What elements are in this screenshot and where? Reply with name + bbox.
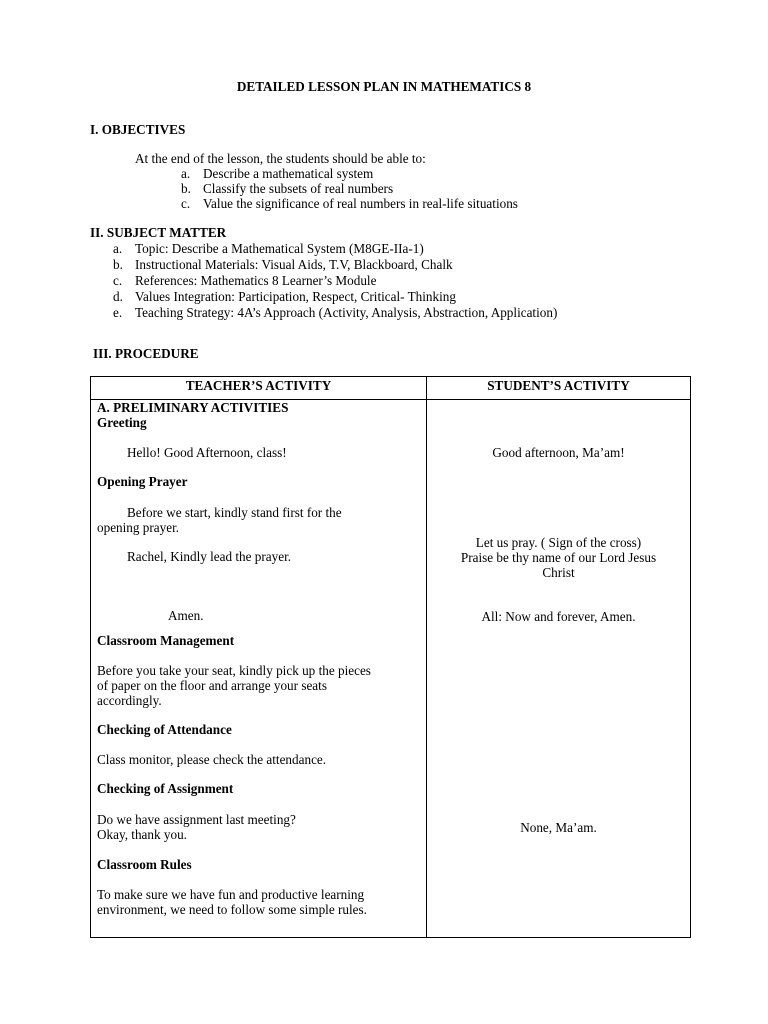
subject-text: Teaching Strategy: 4A’s Approach (Activity, Analysis, Abstraction, Application) — [135, 305, 558, 320]
preliminary-activities-heading: A. PRELIMINARY ACTIVITIES — [97, 400, 289, 415]
student-prayer-line: Praise be thy name of our Lord Jesus — [460, 550, 657, 565]
prayer-instruction-line: Before we start, kindly stand first for the — [127, 505, 342, 520]
student-prayer-line: Christ — [542, 565, 575, 580]
attendance-text: Class monitor, please check the attendance. — [97, 752, 327, 767]
teacher-column-header: TEACHER’S ACTIVITY — [185, 378, 332, 393]
objectives-intro: At the end of the lesson, the students should be able to: — [135, 151, 426, 166]
objective-text: Value the significance of real numbers in real-life situations — [203, 196, 518, 211]
rules-text-line: environment, we need to follow some simple rules. — [97, 902, 367, 917]
objective-text: Classify the subsets of real numbers — [203, 181, 394, 196]
list-marker: b. — [113, 257, 123, 272]
document-title: DETAILED LESSON PLAN IN MATHEMATICS 8 — [236, 79, 532, 94]
assignment-heading: Checking of Assignment — [97, 781, 234, 796]
list-marker: a. — [113, 241, 123, 256]
objectives-heading: I. OBJECTIVES — [90, 122, 186, 137]
classroom-rules-heading: Classroom Rules — [97, 857, 192, 872]
subject-text: Topic: Describe a Mathematical System (M8GE-IIa-1) — [135, 241, 424, 256]
list-marker: e. — [113, 305, 123, 320]
attendance-heading: Checking of Attendance — [97, 722, 232, 737]
column-divider — [426, 377, 427, 937]
student-amen-reply: All: Now and forever, Amen. — [481, 609, 636, 624]
subject-item — [113, 289, 456, 305]
procedure-table — [90, 376, 691, 938]
greeting-heading: Greeting — [97, 415, 147, 430]
objective-item — [181, 166, 373, 182]
procedure-heading: III. PROCEDURE — [93, 346, 199, 361]
subject-matter-heading: II. SUBJECT MATTER — [90, 225, 227, 240]
list-marker: c. — [113, 273, 123, 288]
rules-text-line: To make sure we have fun and productive learning — [97, 887, 365, 902]
prayer-lead-text: Rachel, Kindly lead the prayer. — [127, 549, 292, 564]
subject-item — [113, 273, 376, 289]
objective-item — [181, 196, 518, 212]
list-marker: c. — [181, 196, 191, 211]
management-text-line: Before you take your seat, kindly pick up the pieces — [97, 663, 371, 678]
list-marker: a. — [181, 166, 191, 181]
classroom-management-heading: Classroom Management — [97, 633, 235, 648]
subject-text: Values Integration: Participation, Respect, Critical- Thinking — [135, 289, 456, 304]
subject-text: Instructional Materials: Visual Aids, T.V, Blackboard, Chalk — [135, 257, 453, 272]
opening-prayer-heading: Opening Prayer — [97, 474, 188, 489]
objective-item — [181, 181, 393, 197]
student-prayer-line: Let us pray. ( Sign of the cross) — [475, 535, 642, 550]
management-text-line: accordingly. — [97, 693, 162, 708]
management-text-line: of paper on the floor and arrange your seats — [97, 678, 327, 693]
student-column-header: STUDENT’S ACTIVITY — [487, 378, 630, 393]
list-marker: b. — [181, 181, 191, 196]
subject-item — [113, 257, 453, 273]
subject-item — [113, 241, 424, 257]
student-assignment-reply: None, Ma’am. — [520, 820, 597, 835]
subject-item — [113, 305, 557, 321]
subject-text: References: Mathematics 8 Learner’s Module — [135, 273, 377, 288]
student-greeting-reply: Good afternoon, Ma’am! — [492, 445, 625, 460]
prayer-instruction-line: opening prayer. — [97, 520, 180, 535]
assignment-text-line: Okay, thank you. — [97, 827, 187, 842]
list-marker: d. — [113, 289, 123, 304]
assignment-text-line: Do we have assignment last meeting? — [97, 812, 296, 827]
teacher-amen: Amen. — [168, 608, 204, 623]
greeting-text: Hello! Good Afternoon, class! — [127, 445, 287, 460]
objective-text: Describe a mathematical system — [203, 166, 374, 181]
